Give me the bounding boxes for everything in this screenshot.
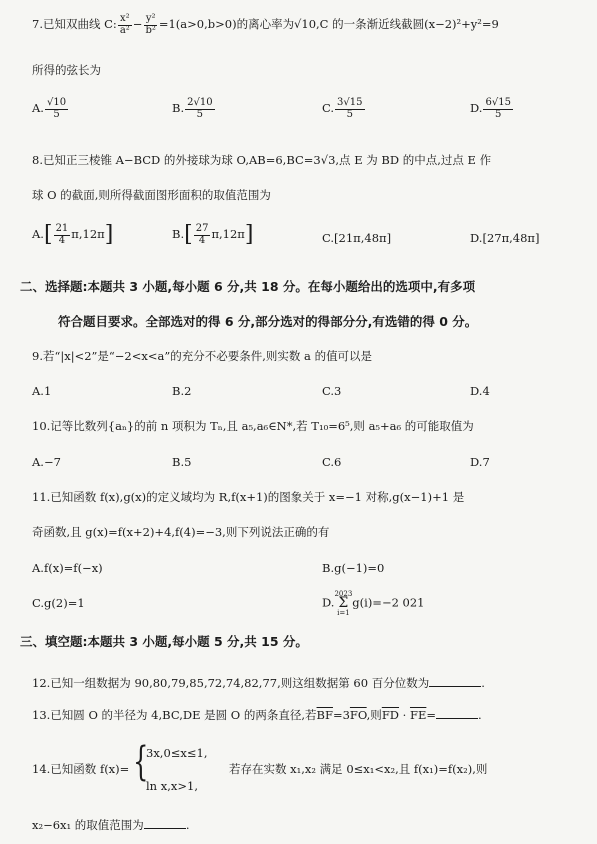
q9-option-a[interactable]: A.1	[32, 384, 52, 398]
q12-stem-line: 12.已知一组数据为 90,80,79,85,72,74,82,77,则这组数据第 60 百分位数为 .	[32, 676, 485, 690]
q7-frac-x: $\frac{\text{x²}}{\text{a²}}$	[119, 13, 130, 36]
q10-option-d[interactable]: D.7	[470, 455, 490, 469]
q14-stem-cont: 若存在实数 x₁,x₂ 满足 0≤x₁<x₂,且 f(x₁)=f(x₂),则	[229, 762, 488, 776]
section2-heading-line2: 符合题目要求。全部选对的得 6 分,部分选对的得部分分,有选错的得 0 分。	[58, 314, 478, 329]
q8-stem-line1: 8.已知正三棱锥 A−BCD 的外接球为球 O,AB=6,BC=3√3,点 E 为 BD 的中点,过点 E 作	[32, 153, 492, 167]
q7-option-d[interactable]: D. $\frac{6√15}{5}$	[470, 97, 511, 120]
q9-stem: 9.若“|x|<2”是“−2<x<a”的充分不必要条件,则实数 a 的值可以是	[32, 349, 373, 363]
q10-option-b[interactable]: B.5	[172, 455, 192, 469]
vector-bf: $\overline{BF}$	[316, 708, 333, 722]
q8-option-d[interactable]: D.[27π,48π]	[470, 231, 540, 245]
vector-fd: $\overline{FD}$	[381, 708, 400, 722]
q7-option-c[interactable]: C. $\frac{3√15}{5}$	[322, 97, 363, 120]
q7-stem-part-b: =1(a>0,b>0)的离心率为√10,C 的一条渐近线截圆(x−2)²+y²=9	[158, 17, 499, 31]
q14-case-2: ln x,x>1,	[146, 779, 198, 793]
q11-option-c[interactable]: C.g(2)=1	[32, 596, 85, 610]
q12-stem: 12.已知一组数据为 90,80,79,85,72,74,82,77,则这组数据第 60 百分位数为	[32, 676, 430, 690]
q7-frac-y: $\frac{\text{y²}}{\text{b²}}$	[145, 13, 156, 36]
q11-option-d[interactable]: D. 2023 Σ i=1 g(i)=−2 021	[322, 590, 425, 617]
q9-option-c[interactable]: C.3	[322, 384, 342, 398]
q13-answer-blank[interactable]	[436, 708, 478, 719]
q7-stem-line1: 7.已知双曲线 C: $\frac{\text{x²}}{\text{a²}}$ − $\frac{\text{y²}}{\text{b²}}$ =1(a>0,b>0)的离心率为√10,C 的一条渐近线截圆(x−2)²+y²=9	[32, 13, 499, 36]
q10-option-a[interactable]: A.−7	[32, 455, 61, 469]
q11-stem-line1: 11.已知函数 f(x),g(x)的定义域均为 R,f(x+1)的图象关于 x=−1 对称,g(x−1)+1 是	[32, 490, 465, 504]
vector-fo: $\overline{FO}$	[349, 708, 367, 722]
q8-option-b[interactable]: B.[ $\frac{27}{4}$ π,12π]	[172, 222, 254, 247]
q8-option-a[interactable]: A.[ $\frac{21}{4}$ π,12π]	[32, 222, 114, 247]
q14-case-1: 3x,0≤x≤1,	[146, 746, 208, 760]
q7-option-a[interactable]: A. $\frac{√10}{5}$	[32, 97, 67, 120]
section3-heading: 三、填空题:本题共 3 小题,每小题 5 分,共 15 分。	[20, 634, 308, 649]
q11-option-b[interactable]: B.g(−1)=0	[322, 561, 385, 575]
summation-sign: 2023 Σ i=1	[334, 590, 353, 617]
q12-answer-blank[interactable]	[429, 676, 481, 687]
vector-fe: $\overline{FE}$	[409, 708, 427, 722]
q10-stem: 10.记等比数列{aₙ}的前 n 项积为 Tₙ,且 a₅,a₆∈N*,若 T₁₀=6⁵,则 a₅+a₆ 的可能取值为	[32, 419, 474, 433]
section2-heading-line1: 二、选择题:本题共 3 小题,每小题 6 分,共 18 分。在每小题给出的选项中,有多项	[20, 279, 476, 294]
q9-option-b[interactable]: B.2	[172, 384, 192, 398]
q7-stem-part-a: 7.已知双曲线 C:	[32, 17, 117, 31]
q14-stem-end-line: x₂−6x₁ 的取值范围为 .	[32, 818, 190, 832]
q8-stem-line2: 球 O 的截面,则所得截面图形面积的取值范围为	[32, 188, 271, 202]
q10-option-c[interactable]: C.6	[322, 455, 342, 469]
q14-stem-start: 14.已知函数 f(x)=	[32, 762, 130, 776]
q11-option-a[interactable]: A.f(x)=f(−x)	[32, 561, 103, 575]
q9-option-d[interactable]: D.4	[470, 384, 490, 398]
piecewise-brace: {	[133, 739, 149, 785]
q14-answer-blank[interactable]	[144, 818, 186, 829]
q7-option-b[interactable]: B. $\frac{2√10}{5}$	[172, 97, 213, 120]
q8-option-c[interactable]: C.[21π,48π]	[322, 231, 392, 245]
q7-stem-line2: 所得的弦长为	[32, 63, 101, 77]
q13-stem-line: 13.已知圆 O 的半径为 4,BC,DE 是圆 O 的两条直径,若$\overline{BF}=3\overline{FO}$,则$\overline{FD} \cdot \overline{FE}=$ .	[32, 708, 482, 722]
q11-stem-line2: 奇函数,且 g(x)=f(x+2)+4,f(4)=−3,则下列说法正确的有	[32, 525, 330, 539]
